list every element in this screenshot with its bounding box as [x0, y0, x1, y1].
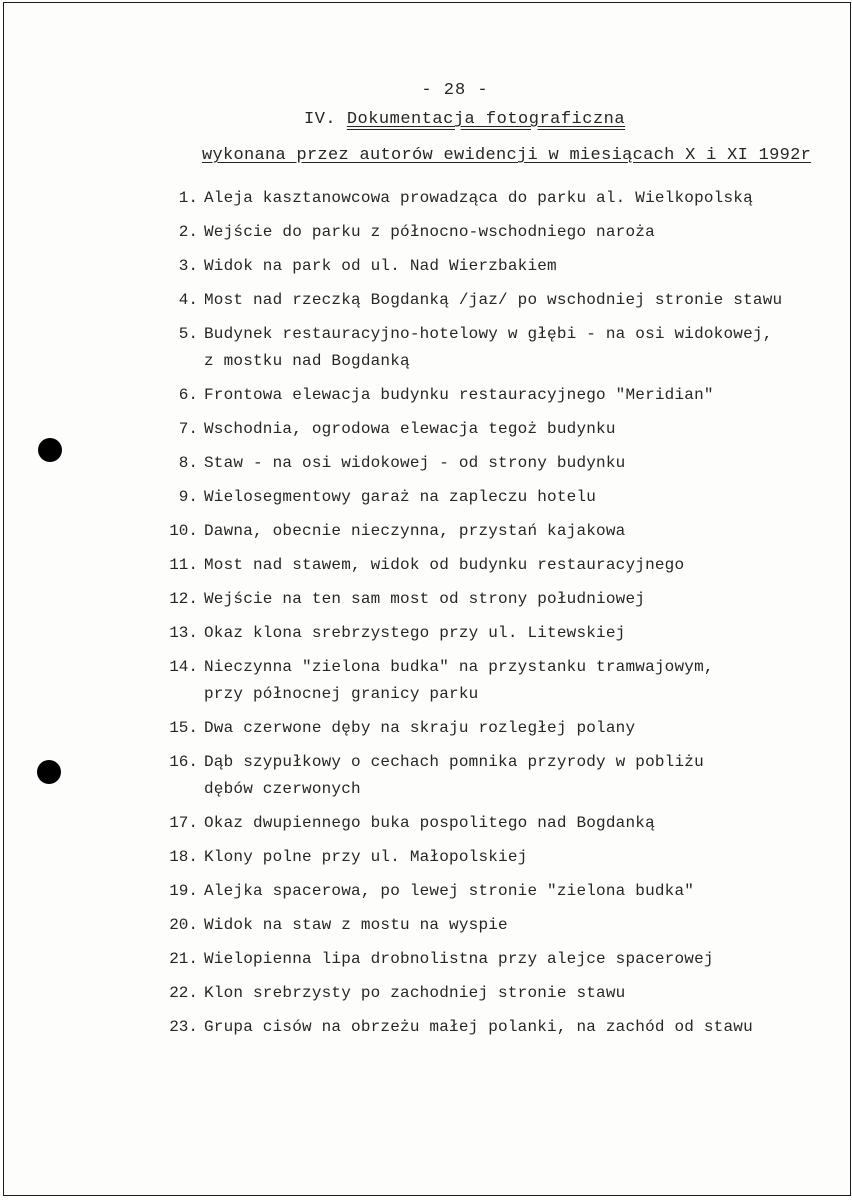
list-item: [4, 620, 850, 647]
list-item: [4, 586, 850, 613]
item-text: [204, 654, 714, 708]
item-text: [204, 878, 694, 905]
list-item: [4, 654, 850, 708]
item-text: [204, 484, 596, 511]
item-text: [204, 416, 616, 443]
item-text-line: Wielopienna lipa drobnolistna przy alejce spacerowej: [204, 950, 714, 968]
item-number: 12.: [169, 590, 198, 608]
item-text: [204, 450, 625, 477]
item-text: [204, 715, 635, 742]
item-text-line: Okaz klona srebrzystego przy ul. Litewskiej: [204, 624, 626, 642]
item-text: [204, 586, 645, 613]
item-number: 4.: [178, 291, 198, 309]
item-number: 16.: [169, 753, 198, 771]
document-page: [3, 2, 851, 1196]
item-number: 22.: [169, 984, 198, 1002]
item-text: [204, 382, 714, 409]
item-text-line: Nieczynna "zielona budka" na przystanku tramwajowym,: [204, 658, 714, 676]
section-heading: [304, 110, 625, 129]
item-text: [204, 980, 625, 1007]
list-item: [4, 715, 850, 742]
page-number: - 28 -: [421, 81, 489, 100]
item-text-line: Dwa czerwone dęby na skraju rozległej polany: [204, 719, 636, 737]
item-text-line: Frontowa elewacja budynku restauracyjnego "Meridian": [204, 386, 714, 404]
list-item: [4, 980, 850, 1007]
section-number: IV.: [304, 110, 337, 129]
item-text-line: Alejka spacerowa, po lewej stronie "zielona budka": [204, 882, 695, 900]
item-text-line: Klon srebrzysty po zachodniej stronie stawu: [204, 984, 626, 1002]
item-text: [204, 1014, 753, 1041]
item-text-line: Wielosegmentowy garaż na zapleczu hotelu: [204, 488, 597, 506]
item-number: 11.: [169, 556, 198, 574]
item-text: [204, 219, 655, 246]
item-text-line: Dawna, obecnie nieczynna, przystań kajakowa: [204, 522, 626, 540]
list-item: [4, 1014, 850, 1041]
item-text-line: Okaz dwupiennego buka pospolitego nad Bogdanką: [204, 814, 655, 832]
item-text-line: Wejście na ten sam most od strony południowej: [204, 590, 646, 608]
item-number: 8.: [178, 454, 198, 472]
list-item: [4, 253, 850, 280]
item-number: 2.: [178, 223, 198, 241]
item-text-line: dębów czerwonych: [204, 780, 361, 798]
item-number: 5.: [178, 325, 198, 343]
item-text: [204, 321, 773, 375]
list-item: [4, 912, 850, 939]
item-text: [204, 287, 782, 314]
list-item: [4, 382, 850, 409]
item-number: 23.: [169, 1018, 198, 1036]
list-item: [4, 287, 850, 314]
item-text-line: Klony polne przy ul. Małopolskiej: [204, 848, 528, 866]
item-number: 15.: [169, 719, 198, 737]
photo-list: [4, 185, 850, 1048]
item-text-line: Most nad rzeczką Bogdanką /jaz/ po wschodniej stronie stawu: [204, 291, 783, 309]
item-number: 3.: [178, 257, 198, 275]
item-number: 21.: [169, 950, 198, 968]
list-item: [4, 946, 850, 973]
item-number: 17.: [169, 814, 198, 832]
list-item: [4, 749, 850, 803]
item-text: [204, 620, 625, 647]
item-text-line: Aleja kasztanowcowa prowadząca do parku al. Wielkopolską: [204, 189, 753, 207]
item-number: 10.: [169, 522, 198, 540]
item-number: 14.: [169, 658, 198, 676]
section-subtitle: wykonana przez autorów ewidencji w miesiącach X i XI 1992r: [202, 146, 812, 165]
item-number: 13.: [169, 624, 198, 642]
item-text-line: Budynek restauracyjno-hotelowy w głębi - na osi widokowej,: [204, 325, 773, 343]
item-text: [204, 810, 655, 837]
list-item: [4, 450, 850, 477]
item-text-line: Widok na staw z mostu na wyspie: [204, 916, 508, 934]
item-text-line: Dąb szypułkowy o cechach pomnika przyrody w pobliżu: [204, 753, 704, 771]
item-text-line: przy północnej granicy parku: [204, 685, 479, 703]
item-text-line: z mostku nad Bogdanką: [204, 352, 410, 370]
item-number: 7.: [178, 420, 198, 438]
item-number: 19.: [169, 882, 198, 900]
list-item: [4, 219, 850, 246]
list-item: [4, 416, 850, 443]
item-number: 18.: [169, 848, 198, 866]
item-text-line: Wschodnia, ogrodowa elewacja tegoż budynku: [204, 420, 616, 438]
list-item: [4, 810, 850, 837]
list-item: [4, 844, 850, 871]
item-number: 20.: [169, 916, 198, 934]
list-item: [4, 321, 850, 375]
item-text: [204, 946, 714, 973]
item-number: 9.: [178, 488, 198, 506]
list-item: [4, 518, 850, 545]
list-item: [4, 552, 850, 579]
item-text: [204, 185, 753, 212]
item-text-line: Wejście do parku z północno-wschodniego naroża: [204, 223, 655, 241]
section-title: Dokumentacja fotograficzna: [346, 110, 626, 129]
item-text-line: Widok na park od ul. Nad Wierzbakiem: [204, 257, 557, 275]
item-text: [204, 844, 527, 871]
item-number: 6.: [178, 386, 198, 404]
item-text-line: Most nad stawem, widok od budynku restauracyjnego: [204, 556, 685, 574]
item-text: [204, 912, 508, 939]
item-text: [204, 749, 704, 803]
item-text-line: Grupa cisów na obrzeżu małej polanki, na zachód od stawu: [204, 1018, 753, 1036]
item-text-line: Staw - na osi widokowej - od strony budynku: [204, 454, 626, 472]
list-item: [4, 185, 850, 212]
item-number: 1.: [178, 189, 198, 207]
item-text: [204, 552, 684, 579]
item-text: [204, 253, 557, 280]
list-item: [4, 484, 850, 511]
list-item: [4, 878, 850, 905]
item-text: [204, 518, 625, 545]
